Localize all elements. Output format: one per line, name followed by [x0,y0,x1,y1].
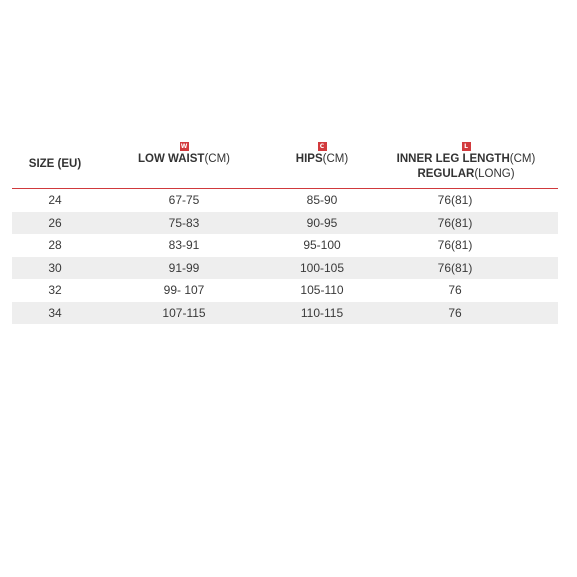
header-hips [283,142,361,167]
table-row [12,257,558,280]
header-low-waist [129,142,239,167]
cell-size: 32 [48,283,62,297]
cell-size: 26 [48,215,62,230]
cell-waist: 67-75 [168,193,200,207]
cell-hips: 95-100 [303,238,341,252]
waist-badge-icon: W [180,143,188,150]
cell-waist: 91-99 [168,260,200,275]
cell-hips: 110-115 [300,305,344,320]
cell-size: 34 [48,305,62,320]
cell-size: 30 [48,260,62,275]
cell-size: 28 [48,238,62,252]
cell-waist: 83-91 [168,238,200,252]
table-row [12,189,558,212]
cell-hips: 105-110 [300,283,344,297]
header-long-label: (LONG) [474,168,515,180]
cell-size: 24 [48,193,62,207]
table-row [12,302,558,325]
table-header-row [12,142,558,189]
cell-hips: 90-95 [306,215,338,230]
cell-leg: 76(81) [437,215,473,230]
size-chart-table [12,142,558,324]
header-regular-label: REGULAR [417,168,475,180]
header-low-waist-label: LOW WAIST [138,153,205,165]
header-inner-leg-unit: (CM) [509,153,536,165]
cell-waist: 75-83 [168,215,200,230]
cell-leg: 76(81) [437,238,473,252]
header-low-waist-unit: (CM) [204,153,230,165]
header-hips-label: HIPS [295,153,323,165]
header-inner-leg-label: INNER LEG LENGTH [396,153,510,165]
cell-leg: 76(81) [437,260,473,275]
cell-hips: 100-105 [299,260,345,275]
table-row [12,279,558,302]
header-hips-unit: (CM) [322,153,349,165]
hips-badge-icon: C [318,142,327,151]
cell-hips: 85-90 [306,193,338,207]
table-row [12,212,558,235]
header-size-label: SIZE (EU) [28,158,82,170]
leg-badge-icon: L [462,142,471,151]
cell-waist: 99- 107 [163,283,205,297]
cell-leg: 76 [448,305,462,320]
header-size [12,157,98,172]
cell-leg: 76 [448,283,462,297]
cell-waist: 107-115 [162,305,206,320]
table-row [12,234,558,257]
cell-leg: 76(81) [437,193,473,207]
header-inner-leg [380,142,552,182]
